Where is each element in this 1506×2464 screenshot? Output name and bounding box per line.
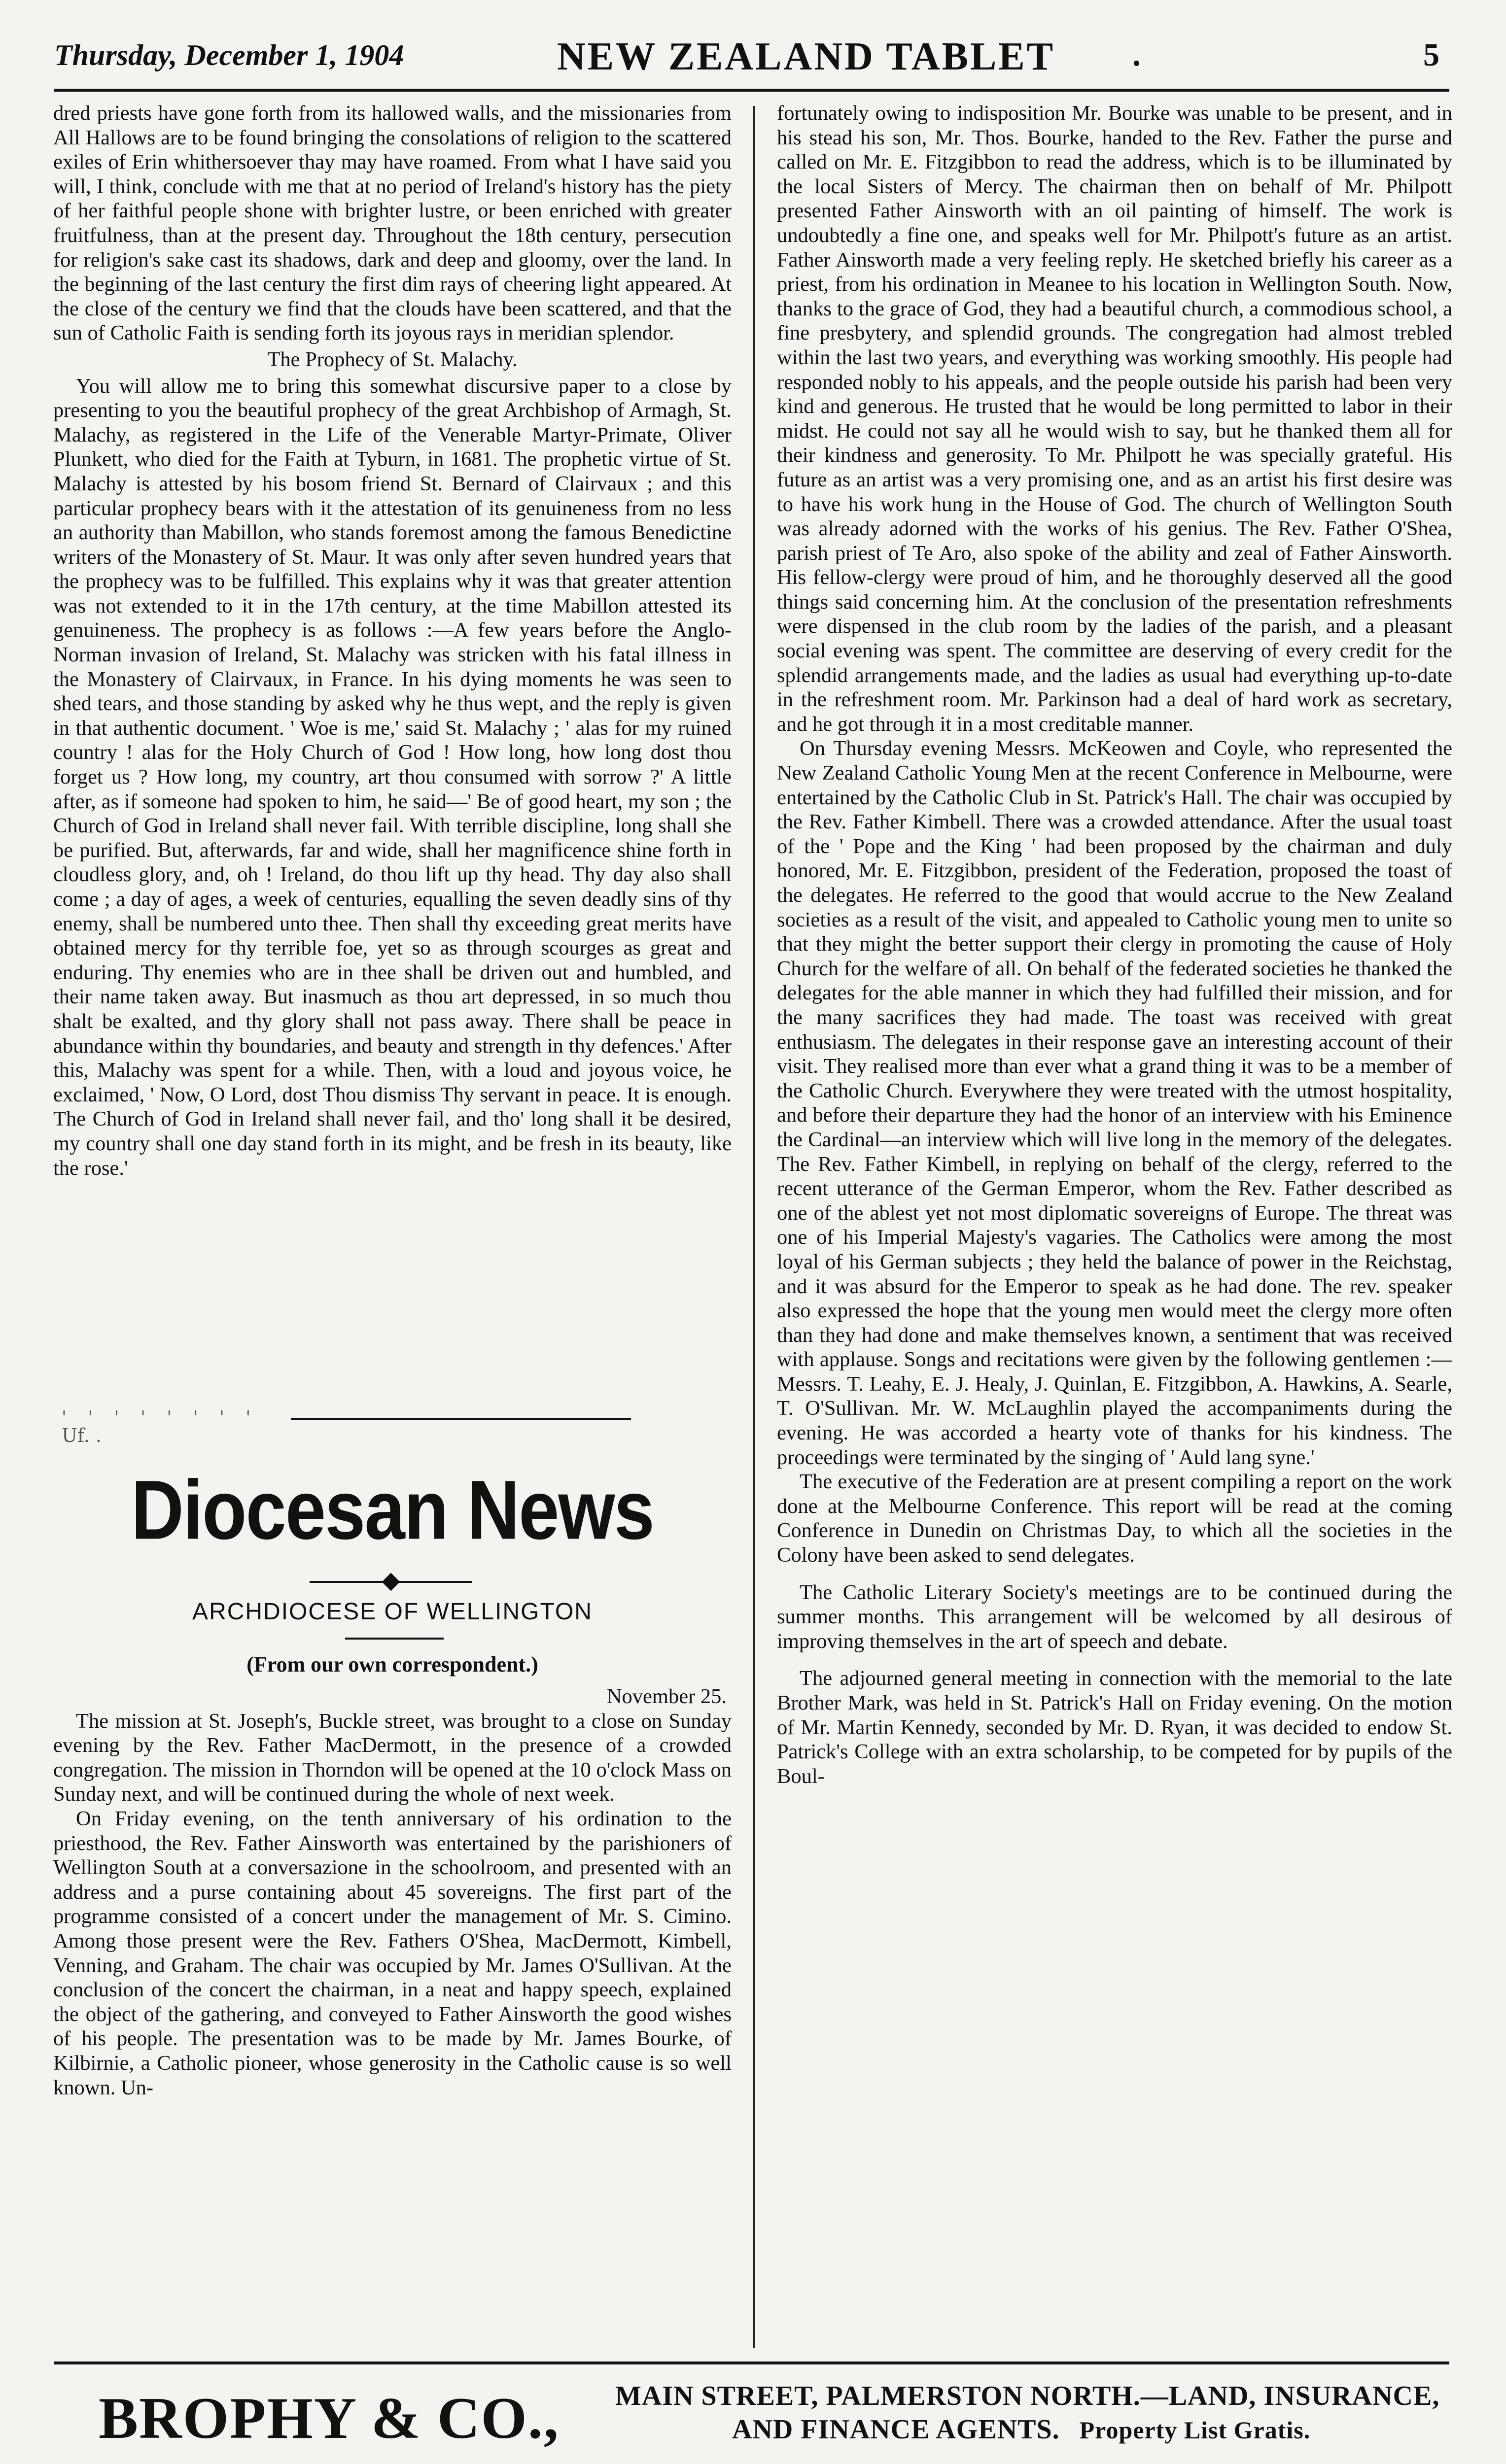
page-header: [54, 34, 1449, 92]
section-divider: [62, 1408, 727, 1446]
article-paragraph: The mission at St. Joseph's, Buckle street, was brought to a close on Sunday evening by the Rev. Father MacDermott, in the presence of a crowded congregation. The mission in Thorndon will be opened at the 10 o'clock Mass on Sunday next, and will be continued during the whole of next week.: [53, 1709, 732, 1806]
page-number: 5: [1423, 37, 1439, 73]
article-paragraph: On Friday evening, on the tenth anniversary of his ordination to the priesthood, the Rev. Father Ainsworth was entertained by the parishioners of Wellington South at a conversazione in the schoolroom, and presented with an address and a purse containing about 45 sovereigns. The first part of the programme consisted of a concert under the management of Mr. S. Cimino. Among those present were the Rev. Fathers O'Shea, MacDermott, Kimbell, Venning, and Graham. The chair was occupied by Mr. James O'Sullivan. At the conclusion of the concert the chairman, in a neat and happy speech, explained the object of the gathering, and conveyed to Father Ainsworth the good wishes of his people. The presentation was to be made by Mr. James Bourke, of Kilbirnie, a Catholic pioneer, whose generosity in the Catholic cause is so well known. Un-: [53, 1807, 732, 2099]
advertisement-footer: [54, 2361, 1449, 2463]
masthead-title: NEW ZEALAND TABLET: [557, 35, 1055, 78]
article-paragraph: The Catholic Literary Society's meetings are to be continued during the summer months. This arrangement will be welcomed by all desirous of improving themselves in the art of speech and debate.: [777, 1580, 1452, 1653]
article-paragraph: On Thursday evening Messrs. McKeowen and Coyle, who represented the New Zealand Catholic Young Men at the recent Conference in Melbourne, were entertained by the Catholic Club in St. Patrick's Hall. The chair was occupied by the Rev. Father Kimbell. There was a crowded attendance. After the usual toast of the ' Pope and the King ' had been proposed by the chairman and duly honored, Mr. E. Fitzgibbon, president of the Federation, proposed the toast of the delegates. He referred to the good that would accrue to the New Zealand societies as a result of the visit, and appealed to Catholic young men to unite so that they might the better support their clergy in promoting the cause of Holy Church for the welfare of all. On behalf of the federated societies he thanked the delegates for the able manner in which they had fulfilled their mission, and for the many sacrifices they had made. The toast was received with great enthusiasm. The delegates in their response gave an interesting account of their visit. They realised more than ever what a grand thing it was to be a member of the Catholic Church. Everywhere they were treated with the utmost hospitality, and before their departure they had the honor of an interview with his Eminence the Cardinal—an interview which will live long in the memory of the delegates. The Rev. Father Kimbell, in replying on behalf of the clergy, referred to the recent utterance of the German Emperor, whom the Rev. Father described as one of the ablest yet not most diplomatic sovereigns of Europe. The threat was one of his Imperial Majesty's vagaries. The Catholics were among the most loyal of his German subjects ; they held the balance of power in the Reichstag, and it was absurd for the Emperor to speak as he had done. The rev. speaker also expressed the hope that the young men would meet the clergy more often than they had done and make themselves known, a sentiment that was received with applause. Songs and recitations were given by the following gentlemen :—Messrs. T. Leahy, E. J. Healy, J. Quinlan, E. Fitzgibbon, A. Hawkins, A. Searle, T. O'Sullivan. Mr. W. McLaughlin played the accompaniments during the evening. He was accorded a hearty vote of thanks for his kindness. The proceedings were terminated by the singing of ' Auld lang syne.': [777, 737, 1452, 1469]
header-dot: .: [1131, 38, 1142, 73]
right-column: [777, 101, 1452, 2363]
property-list-note: Property List Gratis.: [1079, 2416, 1311, 2444]
column-divider: [753, 106, 755, 2348]
issue-date: Thursday, December 1, 1904: [54, 39, 404, 71]
article-paragraph: fortunately owing to indisposition Mr. Bourke was unable to be present, and in his stead his son, Mr. Thos. Bourke, handed to the Rev. Father the purse and called on Mr. E. Fitzgibbon to read the address, which is to be illuminated by the local Sisters of Mercy. The chairman then on behalf of Mr. Philpott presented Father Ainsworth with an oil painting of himself. The work is undoubtedly a fine one, and speaks well for Mr. Philpott's future as an artist. Father Ainsworth made a very feeling reply. He sketched briefly his career as a priest, from his ordination in Meanee to his location in Wellington South. Now, thanks to the grace of God, they had a beautiful church, a commodious school, a fine presbytery, and splendid grounds. The congregation had almost trebled within the last two years, and everything was working smoothly. His people had responded nobly to his appeals, and the people outside his parish had been very kind and generous. He trusted that he would be long permitted to labor in their midst. He could not say all he would wish to say, but he thanked them all for their kindness and generosity. To Mr. Philpott he was specially grateful. His future as an artist was a very promising one, and as an artist his first desire was to have his work hung in the House of God. The church of Wellington South was already adorned with the works of his genius. The Rev. Father O'Shea, parish priest of Te Aro, also spoke of the ability and zeal of Father Ainsworth. His fellow-clergy were proud of him, and he thoroughly deserved all the good things said concerning him. At the conclusion of the presentation refreshments were dispensed in the club room by the ladies of the parish, and a pleasant social evening was spent. The committee are deserving of every credit for the splendid arrangements made, and the ladies as usual had everything up-to-date in the refreshment room. Mr. Parkinson had a deal of hard work as secretary, and he got through it in a most creditable manner.: [777, 102, 1452, 736]
services-text: AND FINANCE AGENTS.: [732, 2414, 1060, 2445]
diocesan-news-body: [53, 1684, 732, 2335]
diamond-ornament-icon: [382, 1573, 400, 1591]
advertiser-name: BROPHY & CO.,: [99, 2385, 560, 2451]
subtitle-rule: [345, 1638, 444, 1640]
left-column: [53, 101, 732, 1402]
stray-marks: ' ' ' ' ' ' ' ': [62, 1408, 259, 1428]
dateline: November 25.: [606, 1685, 727, 1708]
stray-letters: Uf. .: [62, 1425, 102, 1446]
section-subtitle: ARCHDIOCESE OF WELLINGTON: [192, 1599, 593, 1625]
advertiser-address: MAIN STREET, PALMERSTON NORTH.—LAND, INSURANCE,: [615, 2381, 1440, 2411]
article-paragraph: The adjourned general meeting in connection with the memorial to the late Brother Mark, was held in St. Patrick's Hall on Friday evening. On the motion of Mr. Martin Kennedy, seconded by Mr. D. Ryan, it was decided to endow St. Patrick's College with an extra scholarship, to be competed for by pupils of the Boul-: [777, 1667, 1452, 1788]
article-subheading: The Prophecy of St. Malachy.: [267, 347, 518, 371]
article-paragraph: The executive of the Federation are at present compiling a report on the work done at the Melbourne Conference. This report will be read at the coming Conference in Dunedin on Christmas Day, to which all the societies in the Colony have been asked to send delegates.: [777, 1470, 1452, 1567]
article-paragraph: You will allow me to bring this somewhat discursive paper to a close by presenting to you the beautiful prophecy of the great Archbishop of Armagh, St. Malachy, as registered in the Life of the Venerable Martyr-Primate, Oliver Plunkett, who died for the Faith at Tyburn, in 1681. The prophetic virtue of St. Malachy is attested by his bosom friend St. Bernard of Clairvaux ; and this particular prophecy bears with it the attestation of its genuineness from no less an authority than Mabillon, who stands foremost among the famous Benedictine writers of the Monastery of St. Maur. It was only after seven hundred years that the prophecy was to be fulfilled. This explains why it was that greater attention was not extended to it in the 17th century, at the time Mabillon attested its genuineness. The prophecy is as follows :—A few years before the Anglo-Norman invasion of Ireland, St. Malachy was stricken with his fatal illness in the Monastery of Clairvaux, in France. In his dying moments he was seen to shed tears, and those standing by asked why he thus wept, and the reply is given in that authentic document. ' Woe is me,' said St. Malachy ; ' alas for my ruined country ! alas for the Holy Church of God ! How long, how long dost thou forget us ? How long, my country, art thou consumed with sorrow ?' A little after, as if someone had spoken to him, he said—' Be of good heart, my son ; the Church of God in Ireland shall never fail. With terrible discipline, long shall she be purified. But, afterwards, far and wide, shall her magnificence shine forth in cloudless glory, and, oh ! Ireland, do thou lift up thy head. Thy day also shall come ; a day of ages, a week of centuries, equalling the seven deadly sins of thy enemy, shall be numbered unto thee. Then shall thy exceeding great merits have obtained mercy for thy terrible foe, yet so as through scourges as great and enduring. Thy enemies who are in thee shall be driven out and humbled, and their name taken away. But inasmuch as thou art depressed, in so much thou shalt be exalted, and thy glory shall not pass away. There shall be peace in abundance within thy boundaries, and beauty and strength in thy defences.' After this, Malachy was spent for a while. Then, with a loud and joyous voice, he exclaimed, ' Now, O Lord, dost Thou dismiss Thy servant in peace. It is enough. The Church of God in Ireland shall never fail, and tho' long shall it be desired, my country shall one day stand forth in its might, and be fresh in its beauty, like the rose.': [53, 374, 732, 1180]
correspondent-line: (From our own correspondent.): [246, 1652, 538, 1677]
section-title: Diocesan News: [131, 1463, 654, 1557]
divider-rule: [291, 1418, 631, 1420]
advertiser-services: [732, 2414, 1310, 2445]
article-paragraph: dred priests have gone forth from its hallowed walls, and the missionaries from All Hallows are to be found bringing the consolations of religion to the scattered exiles of Erin whithersoever thay may have roamed. From what I have said you will, I think, conclude with me that at no period of Ireland's history has the piety of her faithful people shone with brighter lustre, or been enriched with greater fruitfulness, than at the present day. Throughout the 18th century, persecution for religion's sake cast its shadows, dark and deep and gloomy, over the land. In the beginning of the last century the first dim rays of cheering light appeared. At the close of the century we find that the clouds have been scattered, and that the sun of Catholic Faith is sending forth its joyous rays in meridian splendor.: [53, 102, 732, 345]
